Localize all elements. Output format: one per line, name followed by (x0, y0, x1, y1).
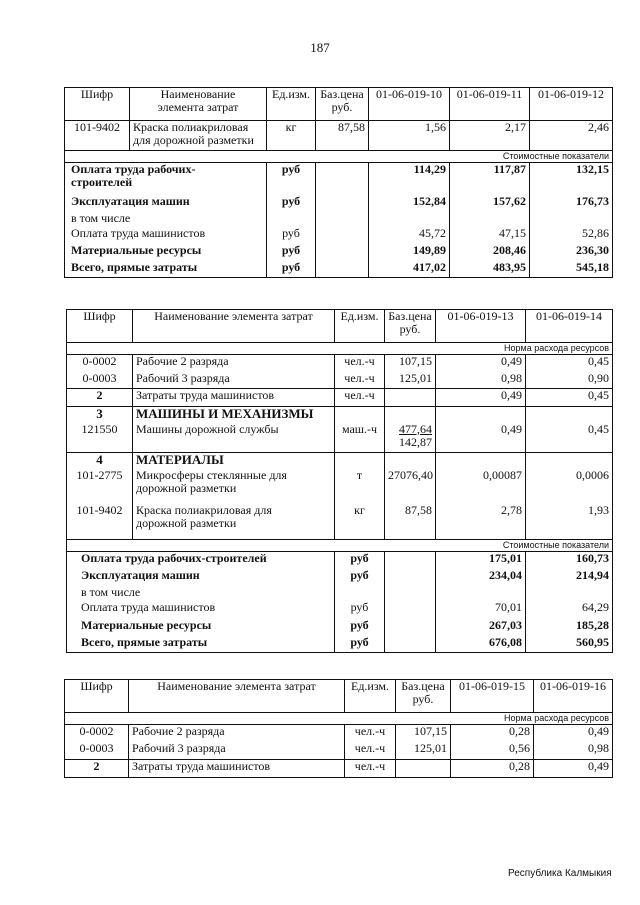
section-header-norm: Норма расхода ресурсов (65, 713, 613, 725)
table-row: 3 МАШИНЫ И МЕХАНИЗМЫ (67, 407, 613, 423)
table-row: Материальные ресурсы руб 149,89 208,46 236,30 (65, 244, 613, 261)
table-row: 2 Затраты труда машинистов чел.-ч 0,28 0,49 (65, 760, 613, 778)
section-header-norm: Норма расхода ресурсов (67, 343, 613, 355)
table-row: 0-0002 Рабочие 2 разряда чел.-ч 107,15 0,49 0,45 (67, 355, 613, 372)
table-row: 2 Затраты труда машинистов чел.-ч 0,49 0,45 (67, 389, 613, 407)
col-header-rate: 01-06-019-14 (526, 310, 613, 343)
col-header-code: Шифр (65, 680, 129, 713)
section-header-cost: Стоимостные показатели (67, 540, 613, 552)
table-row: Эксплуатация машин руб 152,84 157,62 176,73 (65, 195, 613, 212)
table-row: 121550 Машины дорожной службы маш.-ч 477,64 142,87 0,49 0,45 (67, 423, 613, 453)
table-header (65, 680, 613, 713)
col-header-unit: Ед.изм. (335, 310, 385, 343)
table-row: 0-0003 Рабочий 3 разряда чел.-ч 125,01 0,98 0,90 (67, 372, 613, 389)
col-header-code: Шифр (65, 88, 130, 121)
section-header-cost: Стоимостные показатели (65, 151, 613, 163)
table-row: 101-2775 Микросферы стеклянные для дорожной разметки т 27076,40 0,00087 0,0006 (67, 469, 613, 504)
table-row: в том числе (67, 586, 613, 601)
table-row: Оплата труда машинистов руб 70,01 64,29 (67, 601, 613, 619)
col-header-rate: 01-06-019-15 (451, 680, 534, 713)
col-header-name: Наименование элемента затрат (133, 310, 335, 343)
col-header-name: Наименование элемента затрат (129, 680, 345, 713)
table-row: 0-0002 Рабочие 2 разряда чел.-ч 107,15 0,28 0,49 (65, 725, 613, 742)
col-header-rate: 01-06-019-13 (436, 310, 526, 343)
table-row: 101-9402 Краска полиакриловая для дорожной разметки кг 87,58 1,56 2,17 2,46 (65, 121, 613, 151)
col-header-rate: 01-06-019-10 (369, 88, 450, 121)
col-header-rate: 01-06-019-12 (530, 88, 613, 121)
col-header-rate: 01-06-019-11 (450, 88, 530, 121)
table-row: Оплата труда рабочих-строителей руб 175,01 160,73 (67, 552, 613, 569)
col-header-price: Баз.цена руб. (396, 680, 451, 713)
page-number: 187 (310, 40, 330, 55)
col-header-unit: Ед.изм. (345, 680, 396, 713)
table-row: Всего, прямые затраты руб 676,08 560,95 (67, 636, 613, 653)
col-header-name: Наименование элемента затрат (130, 88, 267, 121)
footer-region: Республика Калмыкия (508, 868, 612, 879)
table-row: Эксплуатация машин руб 234,04 214,94 (67, 569, 613, 586)
table-row: 4 МАТЕРИАЛЫ (67, 453, 613, 469)
resource-table-1 (64, 87, 613, 278)
table-row: 101-9402 Краска полиакриловая для дорожной разметки кг 87,58 2,78 1,93 (67, 504, 613, 540)
table-row: Оплата труда машинистов руб 45,72 47,15 52,86 (65, 227, 613, 244)
col-header-price: Баз.цена руб. (316, 88, 369, 121)
table-header (65, 88, 613, 121)
table-row: Оплата труда рабочих- строителей руб 114,29 117,87 132,15 (65, 163, 613, 195)
resource-table-2 (66, 309, 613, 653)
col-header-code: Шифр (67, 310, 133, 343)
table-row: Всего, прямые затраты руб 417,02 483,95 545,18 (65, 261, 613, 278)
table-header (67, 310, 613, 343)
col-header-rate: 01-06-019-16 (534, 680, 613, 713)
col-header-unit: Ед.изм. (267, 88, 316, 121)
table-row: в том числе (65, 212, 613, 227)
table-row: Материальные ресурсы руб 267,03 185,28 (67, 619, 613, 636)
resource-table-3 (64, 679, 613, 778)
table-row: 0-0003 Рабочий 3 разряда чел.-ч 125,01 0,56 0,98 (65, 742, 613, 760)
col-header-price: Баз.цена руб. (385, 310, 436, 343)
